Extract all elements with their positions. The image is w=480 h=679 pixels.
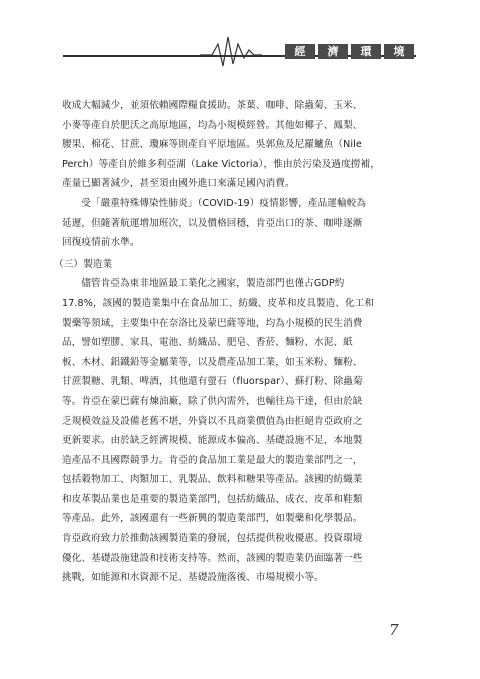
text-line: 造產品不具國際競爭力。肯亞的食品加工業是最大的製造業部門之一， <box>62 454 363 466</box>
page-number: 7 <box>389 621 399 639</box>
text-line: 小麥等產自於肥沃之高原地區，均為小規模經營。其他如椰子、鳳梨、 <box>62 119 363 131</box>
text-line: 乏規模效益及設備老舊不堪，外資以不具商業價值為由拒絕肯亞政府之 <box>62 415 363 427</box>
text-line: 等產品。此外，該國還有一些新興的製造業部門，如製藥和化學製品。 <box>62 513 363 525</box>
body-text <box>54 96 419 588</box>
text-line: 產量已顯著減少，甚至須由國外進口來滿足國內消費。 <box>62 178 295 190</box>
paragraph <box>62 96 419 194</box>
text-line: 甘蔗製糖、乳類、啤酒，其他還有螢石（fluorspar）、蘇打粉、除蟲菊 <box>62 376 363 388</box>
text-line: 受「嚴重特殊傳染性肺炎」（COVID-19）疫情影響，產品運輸較為 <box>81 197 367 209</box>
text-line: 優化、基礎設施建設和技術支持等。然而，該國的製造業仍面臨著一些 <box>62 552 363 564</box>
header-tag: 濟 <box>318 44 348 59</box>
text-line: 和皮革製品業也是重要的製造業部門，包括紡織品、成衣、皮革和鞋類 <box>62 493 363 505</box>
text-line: 腰果、棉花、甘蔗、瓊麻等則產自平原地區。吳郭魚及尼羅鱸魚（Nile <box>62 139 362 151</box>
text-line: 製藥等領域，主要集中在奈洛比及蒙巴薩等地，均為小規模的民生消費 <box>62 317 363 329</box>
text-line: 更新要求。由於缺乏經濟規模、能源成本偏高、基礎設施不足，本地製 <box>62 435 363 447</box>
text-line: Perch）等產自於維多利亞湖（Lake Victoria），惟由於污染及過度撈補， <box>62 158 380 170</box>
header-tag: 環 <box>351 44 381 59</box>
text-line: 17.8%，該國的製造業集中在食品加工、紡織、皮革和皮具製造、化工和 <box>62 297 375 309</box>
text-line: 肯亞政府致力於推動該國製造業的發展，包括提供稅收優惠、投資環境 <box>62 533 363 545</box>
header-tag: 境 <box>384 44 414 59</box>
paragraph <box>62 274 419 588</box>
text-line: 挑戰，如能源和水資源不足、基礎設施落後、市場規模小等。 <box>62 572 324 584</box>
text-line: 回復疫情前水準。 <box>62 237 140 249</box>
text-line: 等。肯亞在蒙巴薩有煉油廠，除了供內需外，也輸往烏干達，但由於缺 <box>62 395 363 407</box>
paragraph <box>62 194 419 253</box>
text-line: 品，譬如塑膠、家具、電池、紡織品、肥皂、香菸、麵粉、水泥、紙 <box>62 337 353 349</box>
section-heading: （三）製造業 <box>54 258 113 270</box>
text-line: 板、木材、鋁鐵鉛等金屬業等，以及農產品加工業，如玉米粉、麵粉、 <box>62 356 363 368</box>
text-line: 儘管肯亞為東非地區最工業化之國家，製造部門也僅占GDP約 <box>81 278 345 290</box>
text-line: 延遲，但隨著航運增加班次，以及價格回穩，肯亞出口的茶、咖啡逐漸 <box>62 217 363 229</box>
page-header <box>0 0 480 70</box>
header-tag: 經 <box>285 44 315 59</box>
text-line: 包括穀物加工、肉類加工、乳製品、飲料和糖果等產品。該國的紡織業 <box>62 474 363 486</box>
pulse-line-icon <box>0 0 480 70</box>
text-line: 收成大幅減少，並須依賴國際糧食援助。茶葉、咖啡、除蟲菊、玉米、 <box>62 100 363 111</box>
